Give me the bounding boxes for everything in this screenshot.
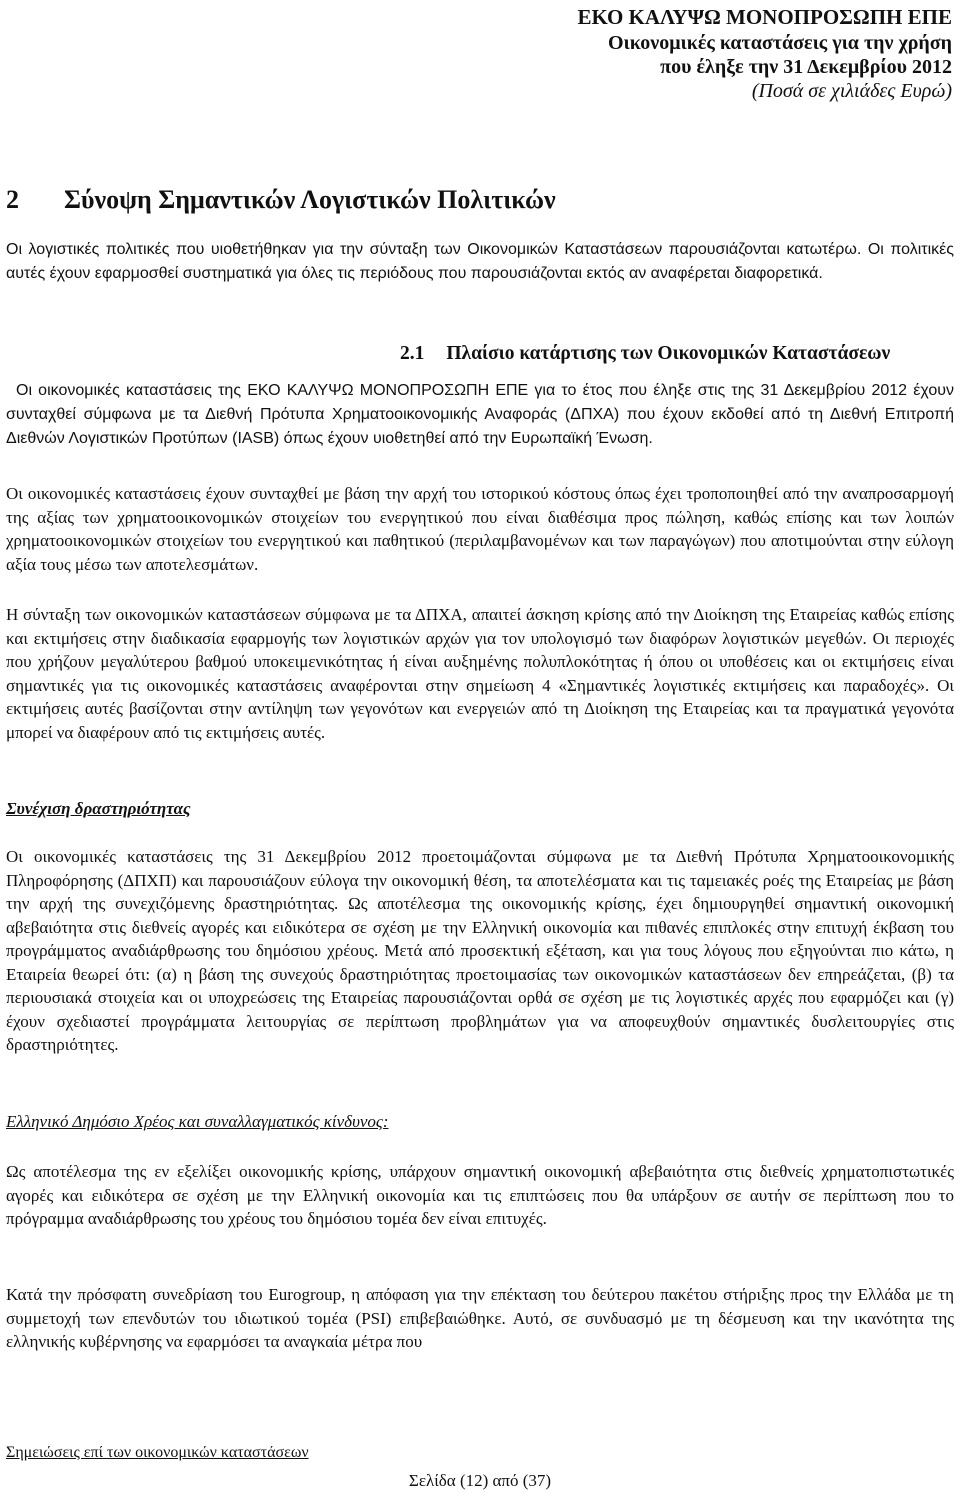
page-number: Σελίδα (12) από (37) (408, 1471, 552, 1490)
paragraph-estimates: Η σύνταξη των οικονομικών καταστάσεων σύμφωνα με τα ΔΠΧΑ, απαιτεί άσκηση κρίσης από την Διοίκηση της Εταιρείας καθώς επίσης και εκτιμήσεις στην διαδικασία εφαρμογής των λογιστικών αρχών για τον υπολογισμό των διαφόρων λογιστικών μεγεθών. Οι περιοχές που χρήζουν μεγαλύτερου βαθμού υποκειμενικότητας ή είναι αυξημένης πολυπλοκότητας ή όπου οι υποθέσεις και οι εκτιμήσεις είναι σημαντικές για τις οικονομικές καταστάσεις αναφέρονται στην σημείωση 4 «Σημαντικές λογιστικές εκτιμήσεις και παραδοχές». Οι εκτιμήσεις αυτές βασίζονται στην αντίληψη των γεγονότων και ενεργειών από τη Διοίκηση της Εταιρείας και τα πραγματικά γεγονότα μπορεί να διαφέρουν από τις εκτιμήσεις αυτές. (6, 605, 954, 742)
period-title: που έληξε την 31 Δεκεμβρίου 2012 (660, 56, 952, 78)
going-concern-paragraph: Οι οικονομικές καταστάσεις της 31 Δεκεμβρίου 2012 προετοιμάζονται σύμφωνα με τα Διεθνή Πρότυπα Χρηματοοικονομικής Πληροφόρησης (ΔΠΧΠ) και παρουσιάζουν εύλογα την οικονομική θέση, τα αποτελέσματα και τις ταμειακές ροές της Εταιρείας με βάση την αρχή της συνεχιζόμενης δραστηριότητας. Ως αποτέλεσμα της οικονομικής κρίσης, έχει δημιουργηθεί σημαντική οικονομική αβεβαιότητα στις διεθνείς αγορές και ειδικότερα σε σχέση με την Ελληνική οικονομία και πιθανές επιπλοκές στην επιτυχή έκβαση του προγράμματος αναδιάρθρωσης του δημόσιου χρέους. Μετά από προσεκτική εξέταση, και για τους λόγους που εξηγούνται πιο κάτω, η Εταιρεία θεωρεί ότι: (α) η βάση της συνεχούς δραστηριότητας προετοιμασίας των οικονομικών καταστάσεων δεν επηρεάζεται, (β) τα περιουσιακά στοιχεία και οι υποχρεώσεις της Εταιρείας παρουσιάζονται ορθά σε σχέση με τις λογιστικές αρχές που εφαρμόζει και (γ) έχουν σχεδιαστεί προγράμματα λειτουργίας σε περίπτωση προβλημάτων για να αποφευχθούν σημαντικές δυσλειτουργίες στις δραστηριότητες. (6, 847, 954, 1054)
greek-debt-heading: Ελληνικό Δημόσιο Χρέος και συναλλαγματικός κίνδυνος: (6, 1112, 389, 1131)
section-number: 2 (6, 185, 19, 214)
company-name: ΕΚΟ ΚΑΛΥΨΩ ΜΟΝΟΠΡΟΣΩΠΗ ΕΠΕ (577, 5, 952, 29)
greek-debt-paragraph-1: Ως αποτέλεσμα της εν εξελίξει οικονομικής κρίσης, υπάρχουν σημαντική οικονομική αβεβαιότητα στις διεθνείς χρηματοπιστωτικές αγορές και ειδικότερα σε σχέση με την Ελληνική οικονομία και τις επιπτώσεις που θα υπάρξουν σε αυτήν σε περίπτωση που το πρόγραμμα αναδιάρθρωσης του χρέους του δημόσιου τομέα δεν είναι επιτυχές. (6, 1162, 954, 1228)
statements-title: Οικονομικές καταστάσεις για την χρήση (607, 32, 952, 54)
page-header (578, 4, 952, 103)
subsection-title: Πλαίσιο κατάρτισης των Οικονομικών Καταστάσεων (446, 343, 891, 364)
section-intro: Οι λογιστικές πολιτικές που υιοθετήθηκαν για την σύνταξη των Οικονομικών Καταστάσεων παρουσιάζονται κατωτέρω. Οι πολιτικές αυτές έχουν εφαρμοσθεί συστηματικά για όλες τις περιόδους που παρουσιάζονται εκτός αν αναφέρεται διαφορετικά. (6, 241, 954, 282)
going-concern-heading: Συνέχιση δραστηριότητας (6, 799, 191, 818)
section-title: Σύνοψη Σημαντικών Λογιστικών Πολιτικών (64, 185, 556, 214)
section-heading (6, 184, 556, 216)
paragraph-historical-cost: Οι οικονομικές καταστάσεις έχουν συνταχθεί με βάση την αρχή του ιστορικού κόστους όπως έχει τροποποιηθεί από την αναπροσαρμογή της αξίας των χρηματοοικονομικών στοιχείων του ενεργητικού που είναι διαθέσιμα προς πώληση, καθώς επίσης και των λοιπών χρηματοοικονομικών στοιχείων του ενεργητικού και παθητικού (περιλαμβανομένων και των παραγώγων) που αποτιμούνται στην εύλογη αξία τους μέσω των αποτελεσμάτων. (6, 484, 954, 574)
footer-notes-label: Σημειώσεις επί των οικονομικών καταστάσεων (6, 1444, 309, 1461)
currency-note: (Ποσά σε χιλιάδες Ευρώ) (751, 80, 952, 102)
subsection-heading (400, 342, 890, 366)
subsection-number: 2.1 (400, 343, 425, 364)
greek-debt-paragraph-2: Κατά την πρόσφατη συνεδρίαση του Eurogroup, η απόφαση για την επέκταση του δεύτερου πακέτου στήριξης προς την Ελλάδα με τη συμμετοχή των επενδυτών του ιδιωτικού τομέα (PSI) επιβεβαιώθηκε. Αυτό, σε συνδυασμό με τη δέσμευση και την ικανότητα της ελληνικής κυβέρνησης να εφαρμόσει τα αναγκαία μέτρα που (6, 1285, 954, 1351)
subsection-intro: Οι οικονομικές καταστάσεις της ΕΚΟ ΚΑΛΥΨΩ ΜΟΝΟΠΡΟΣΩΠΗ ΕΠΕ για το έτος που έληξε στις της 31 Δεκεμβρίου 2012 έχουν συνταχθεί σύμφωνα με τα Διεθνή Πρότυπα Χρηματοοικονομικής Αναφοράς (ΔΠΧΑ) που έχουν εκδοθεί από τη Διεθνή Επιτροπή Διεθνών Λογιστικών Προτύπων (IASB) όπως έχουν υιοθετηθεί από την Ευρωπαϊκή Ένωση. (6, 382, 954, 447)
